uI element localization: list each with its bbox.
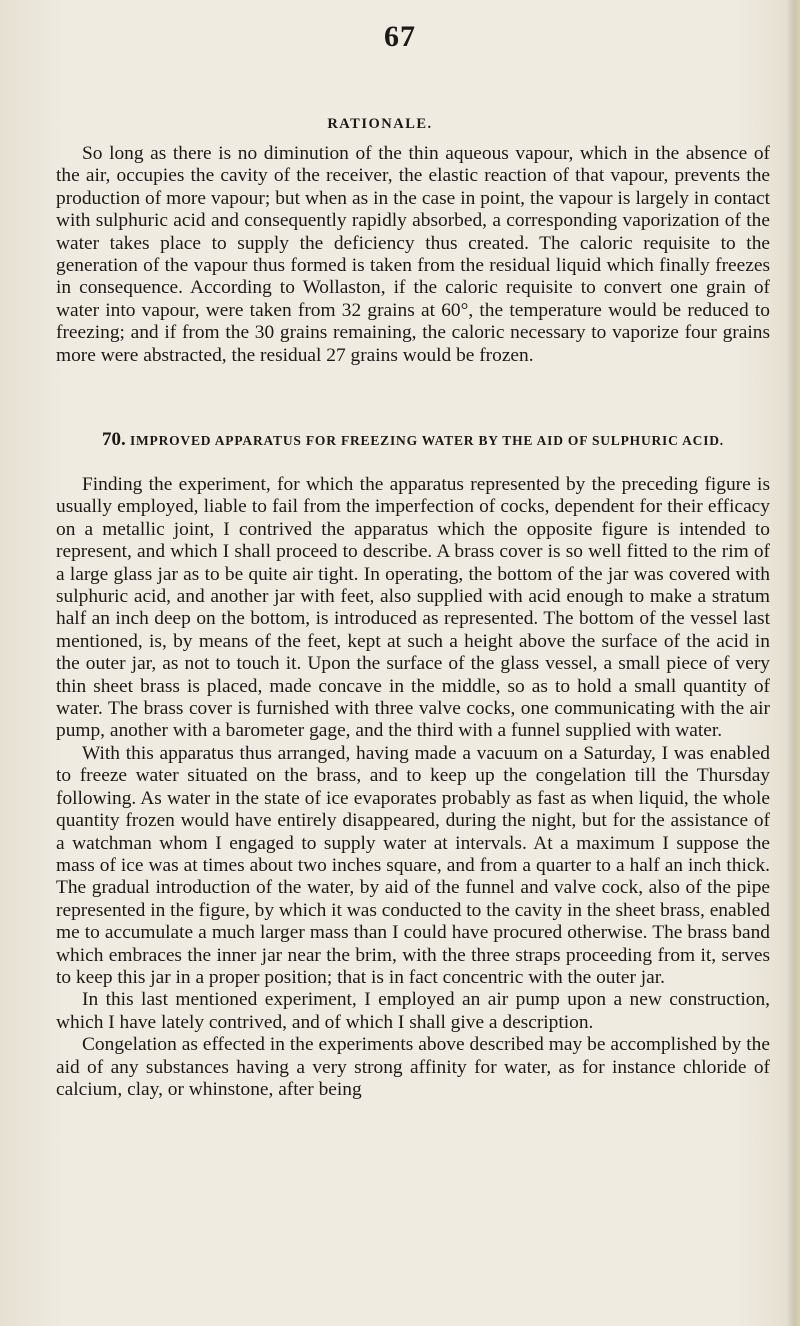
paragraph-air-pump: In this last mentioned experiment, I employed an air pump upon a new construction, which I have lately contrived, and of which I shall give a description. [56,989,770,1033]
section-body [56,474,770,1101]
rationale-paragraph: So long as there is no diminution of the thin aqueous vapour, which in the absence of the air, occupies the cavity of the receiver, the elastic reaction of that vapour, prevents the production of more vapour; but when as in the case in point, the vapour is largely in contact with sulphuric acid and consequently rapidly absorbed, a corresponding vaporization of the water takes place to supply the deficiency thus created. The caloric requisite to the generation of the vapour thus formed is taken from the residual liquid which finally freezes in consequence. According to Wollaston, if the caloric requisite to convert one grain of water into vapour, were taken from 32 grains at 60°, the temperature would be reduced to freezing; and if from the 30 grains remaining, the caloric necessary to vaporize four grains more were abstracted, the residual 27 grains would be frozen. [56,143,770,366]
rationale-body [56,143,770,367]
paragraph-congelation: Congelation as effected in the experiments above described may be accomplished by the aid of any substances having a very strong affinity for water, as for instance chloride of calcium, clay, or whinstone, after being [56,1034,770,1100]
section-title: IMPROVED APPARATUS FOR FREEZING WATER BY THE AID OF SULPHURIC ACID. [129,433,724,448]
paragraph-apparatus: Finding the experiment, for which the apparatus represented by the preceding figure is usually employed, liable to fail from the imperfection of cocks, dependent for their efficacy on a metallic joint, I contrived the apparatus which the opposite figure is intended to represent, and which I shall proceed to describe. A brass cover is so well fitted to the rim of a large glass jar as to be quite air tight. In operating, the bottom of the jar was covered with sulphuric acid, and another jar with feet, also supplied with acid enough to make a stratum half an inch deep on the bottom, is introduced as represented. The bottom of the vessel last mentioned, is, by means of the feet, kept at such a height above the surface of the acid in the outer jar, as not to touch it. Upon the surface of the glass vessel, a small piece of very thin sheet brass is placed, made concave in the middle, so as to hold a small quantity of water. The brass cover is furnished with three valve cocks, one communicating with the air pump, another with a barometer gage, and the third with a funnel supplied with water. [56,474,770,742]
rationale-heading: RATIONALE. [327,116,433,132]
section-number: 70. [102,429,126,450]
section-heading [56,430,770,450]
paragraph-experiment: With this apparatus thus arranged, having made a vacuum on a Saturday, I was enabled to freeze water situated on the brass, and to keep up the congelation till the Thursday following. As water in the state of ice evaporates probably as fast as when liquid, the whole quantity frozen would have entirely disappeared, during the night, but for the assistance of a watchman whom I engaged to supply water at intervals. At a maximum I suppose the mass of ice was at times about two inches square, and from a quarter to a half an inch thick. The gradual introduction of the water, by aid of the funnel and valve cock, also of the pipe represented in the figure, by which it was conducted to the cavity in the sheet brass, enabled me to accumulate a much larger mass than I could have procured otherwise. The brass band which embraces the inner jar near the brim, with the three straps proceeding from it, serves to keep this jar in a proper position; that is in fact concentric with the outer jar. [56,742,770,988]
page-edge-shadow [786,0,800,1326]
page-number: 67 [384,20,416,53]
